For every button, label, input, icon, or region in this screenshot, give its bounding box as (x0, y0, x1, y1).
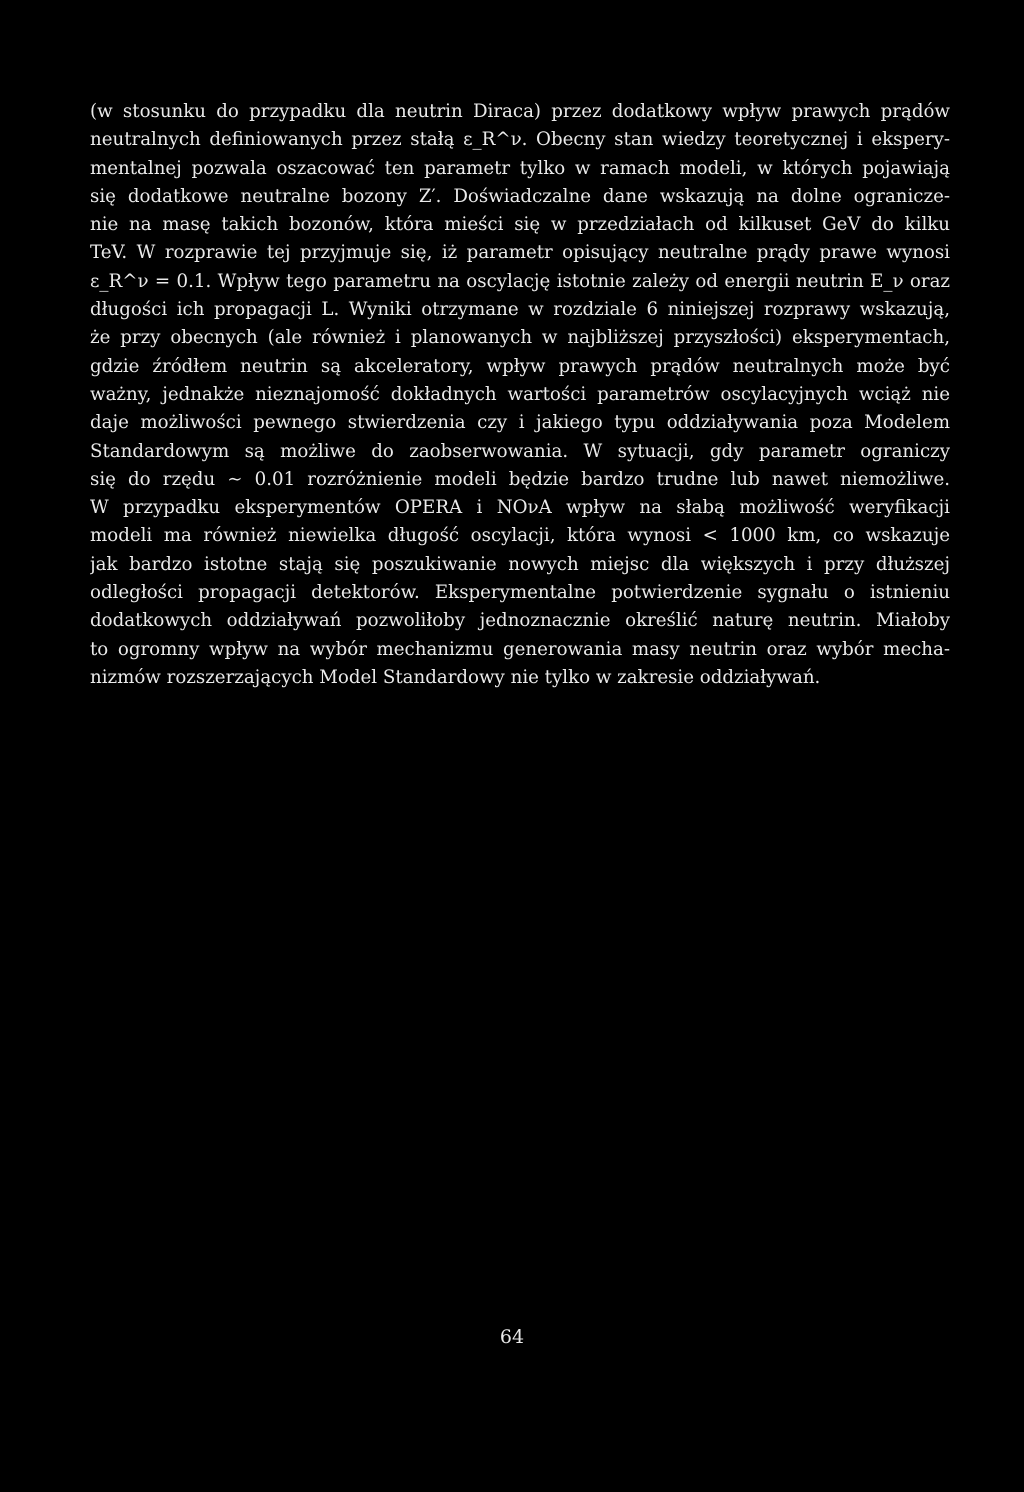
text-line: się do rzędu ∼ 0.01 rozróżnienie modeli będzie bardzo trudne lub nawet niemożliwe. (90, 468, 950, 490)
text-line: jak bardzo istotne stają się poszukiwanie nowych miejsc dla większych i przy dłuższej (90, 553, 950, 575)
text-line: mentalnej pozwala oszacować ten parametr tylko w ramach modeli, w których pojawiają (90, 157, 950, 179)
body-paragraph (90, 98, 950, 692)
text-line: daje możliwości pewnego stwierdzenia czy i jakiego typu oddziaływania poza Modelem (90, 412, 950, 434)
text-line: gdzie źródłem neutrin są akceleratory, wpływ prawych prądów neutralnych może być (90, 355, 950, 377)
text-line: długości ich propagacji L. Wyniki otrzymane w rozdziale 6 niniejszej rozprawy wskazują, (90, 299, 950, 321)
text-line: się dodatkowe neutralne bozony Z′. Doświadczalne dane wskazują na dolne ogranicze- (90, 185, 950, 207)
text-line: dodatkowych oddziaływań pozwoliłoby jednoznacznie określić naturę neutrin. Miałoby (90, 610, 950, 632)
text-line: to ogromny wpływ na wybór mechanizmu generowania masy neutrin oraz wybór mecha- (90, 638, 950, 660)
text-line: nie na masę takich bozonów, która mieści się w przedziałach od kilkuset GeV do kilku (90, 214, 950, 236)
text-line: neutralnych definiowanych przez stałą ε_R^ν. Obecny stan wiedzy teoretycznej i ekspery- (90, 129, 950, 151)
text-line: ważny, jednakże nieznajomość dokładnych wartości parametrów oscylacyjnych wciąż nie (90, 383, 950, 405)
text-line: że przy obecnych (ale również i planowanych w najbliższej przyszłości) eksperymentach, (90, 327, 950, 349)
text-line: W przypadku eksperymentów OPERA i NOνA wpływ na słabą możliwość weryfikacji (90, 497, 950, 519)
text-line: ε_R^ν = 0.1. Wpływ tego parametru na oscylację istotnie zależy od energii neutrin E_ν oraz (90, 270, 950, 292)
text-line: nizmów rozszerzających Model Standardowy nie tylko w zakresie oddziaływań. (90, 666, 821, 688)
text-line: odległości propagacji detektorów. Eksperymentalne potwierdzenie sygnału o istnieniu (90, 582, 950, 604)
text-line: TeV. W rozprawie tej przyjmuje się, iż parametr opisujący neutralne prądy prawe wynosi (90, 242, 950, 264)
text-line: Standardowym są możliwe do zaobserwowania. W sytuacji, gdy parametr ograniczy (90, 440, 950, 462)
text-line: modeli ma również niewielka długość oscylacji, która wynosi < 1000 km, co wskazuje (90, 525, 950, 547)
text-line: (w stosunku do przypadku dla neutrin Diraca) przez dodatkowy wpływ prawych prądów (90, 101, 950, 122)
page-number: 64 (499, 1326, 525, 1348)
